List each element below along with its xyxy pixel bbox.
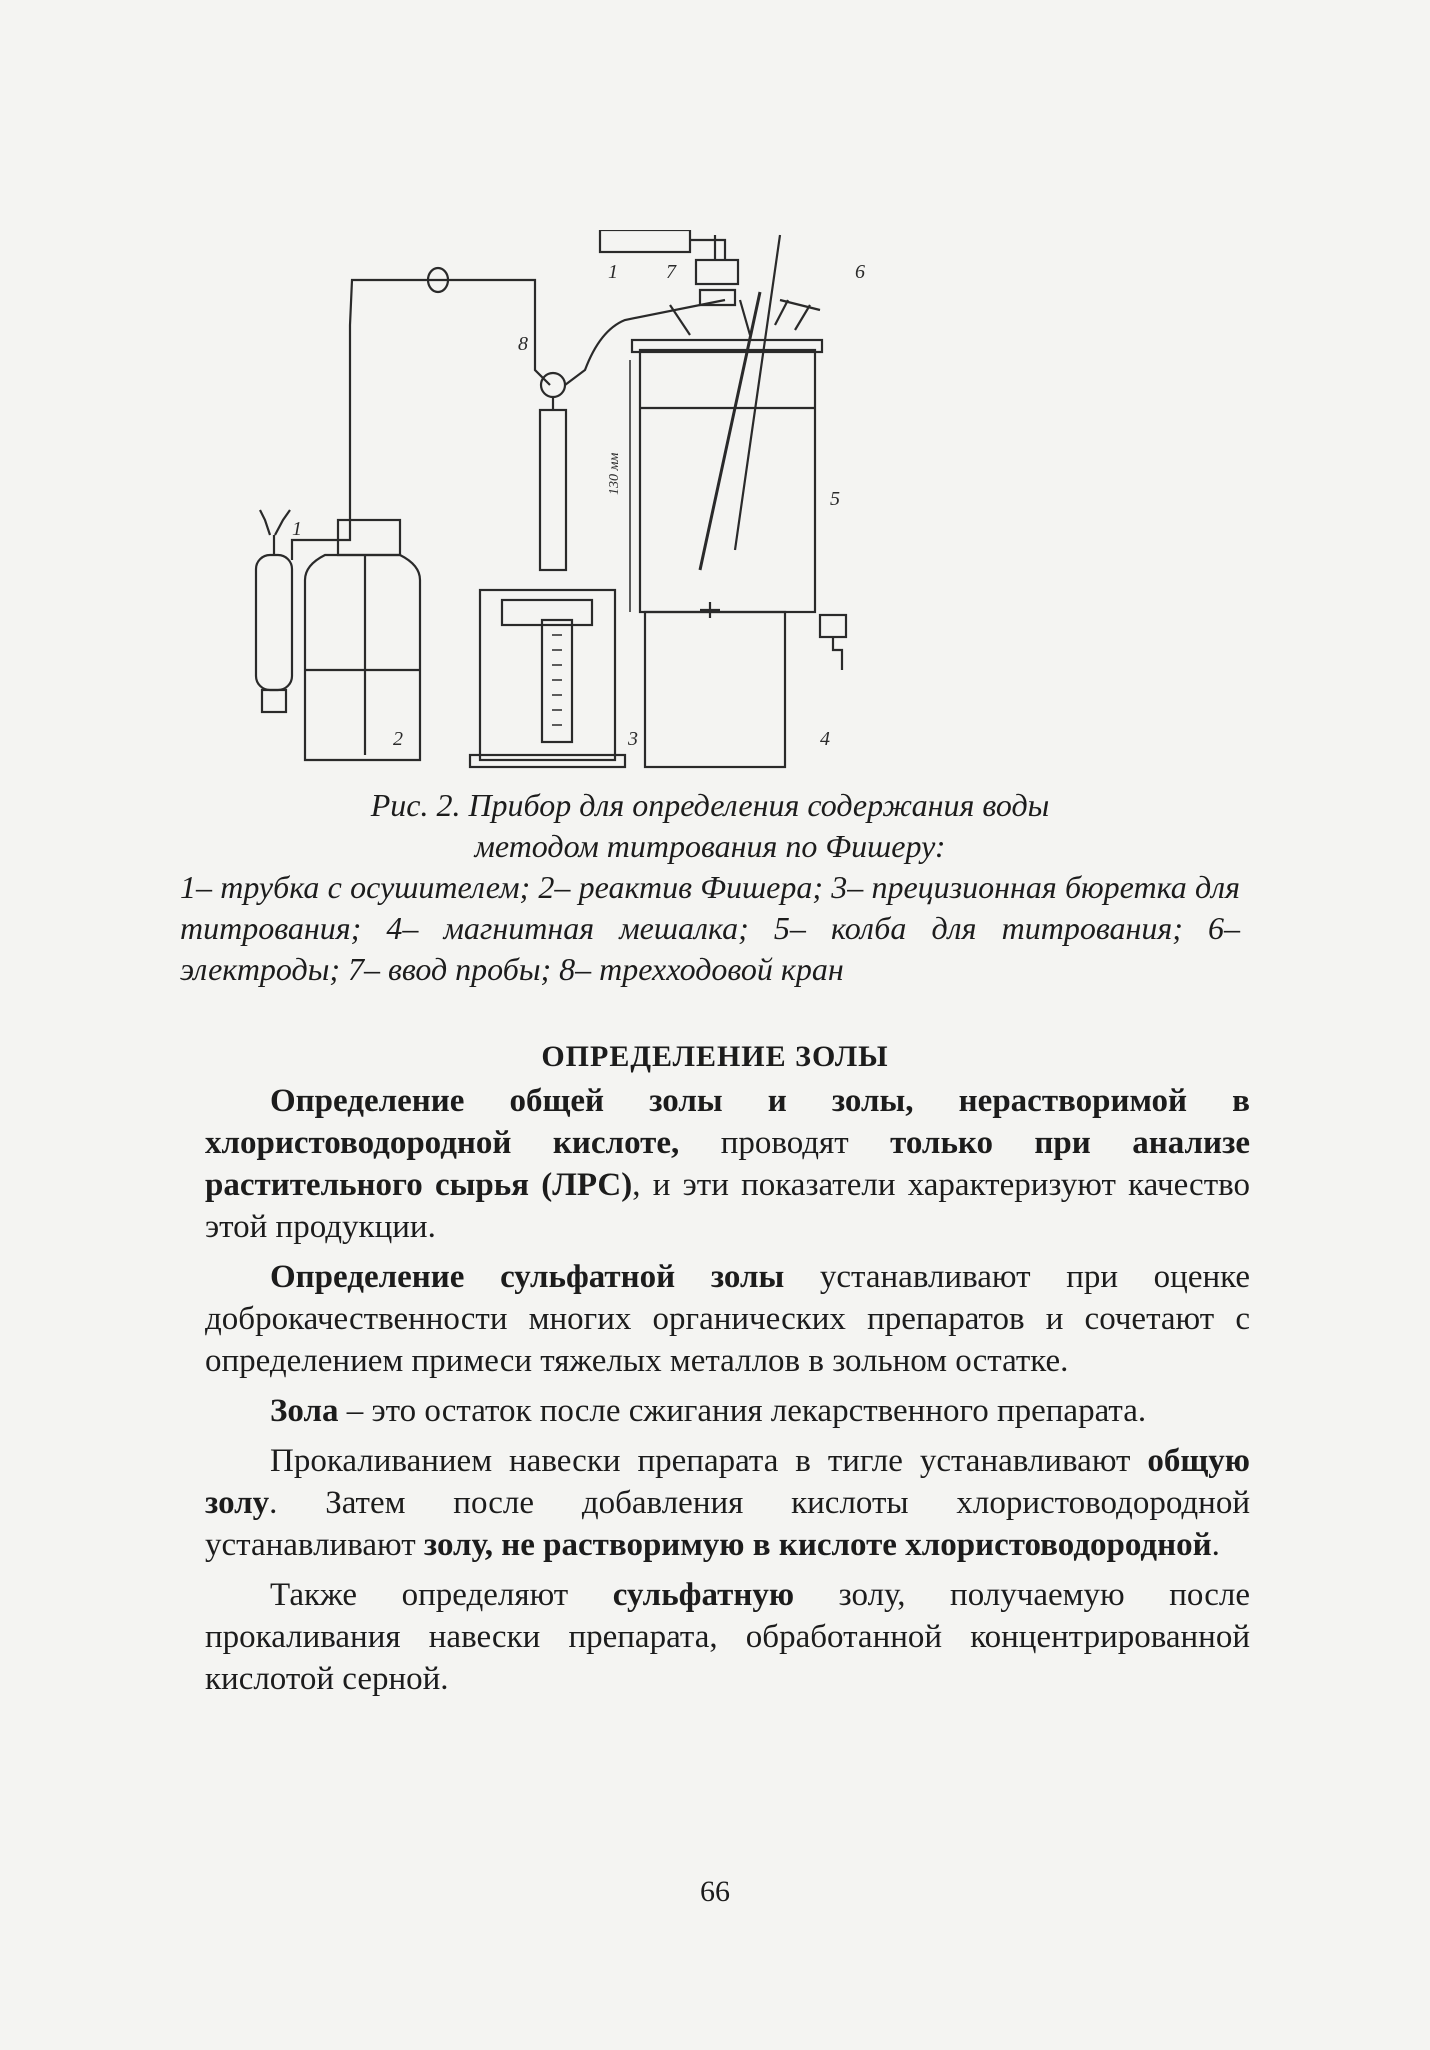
text-run: Прокаливанием навески препарата в тигле устанавливают xyxy=(270,1443,1148,1479)
page-number: 66 xyxy=(700,1875,730,1908)
section-heading: ОПРЕДЕЛЕНИЕ ЗОЛЫ xyxy=(541,1040,889,1073)
bold-text: только при анализе растительного сырья (ЛРС) xyxy=(205,1125,1250,1203)
text-run: золу, получаемую после прокаливания навески препарата, обработанной концентрированной кислотой серной. xyxy=(205,1577,1251,1697)
titration-vessel xyxy=(600,230,822,618)
label-5: 5 xyxy=(830,488,840,510)
paragraph-4 xyxy=(205,1440,1250,1566)
label-2: 2 xyxy=(393,728,403,750)
text-run: . xyxy=(1211,1527,1220,1563)
apparatus-figure xyxy=(180,230,1060,790)
body-text xyxy=(205,1080,1250,1708)
text-run: . Затем после добавления кислоты хлористоводородной устанавливают xyxy=(205,1485,1250,1563)
bold-text: сульфатную xyxy=(612,1577,795,1613)
bold-text: Зола xyxy=(270,1393,339,1429)
label-dimension: 130 мм xyxy=(607,452,622,495)
label-6: 6 xyxy=(855,261,865,283)
label-8: 8 xyxy=(518,333,528,355)
magnetic-stirrer xyxy=(645,612,846,767)
caption-title-line-1: Рис. 2. Прибор для определения содержания воды xyxy=(370,787,1050,823)
drying-tube xyxy=(256,510,292,712)
label-4: 4 xyxy=(820,728,830,750)
text-run: Также определяют xyxy=(270,1577,613,1613)
caption-legend: 1– трубка с осушителем; 2– реактив Фишера; 3– прецизионная бюретка для титрования; 4– магнитная мешалка; 5– колба для титрования; 6– электроды; 7– ввод пробы; 8– трехходовой кран xyxy=(180,869,1240,987)
bold-text: золу, не растворимую в кислоте хлористоводородной xyxy=(423,1527,1212,1563)
paragraph-2 xyxy=(205,1256,1250,1382)
paragraph-1 xyxy=(205,1080,1250,1248)
text-run: , и эти показатели характеризуют качество этой продукции. xyxy=(205,1167,1250,1245)
reagent-bottle xyxy=(292,268,550,760)
bold-text: Определение общей золы и золы, нерастворимой в хлористоводородной кислоте, xyxy=(205,1083,1250,1161)
text-run: – это остаток после сжигания лекарственного препарата. xyxy=(338,1393,1147,1429)
bold-text: общую золу xyxy=(205,1443,1250,1521)
figure-caption xyxy=(180,785,1240,990)
burette xyxy=(470,300,725,767)
text-run: устанавливают при оценке доброкачественности многих органических препаратов и сочетают с определением примеси тяжелых металлов в зольном остатке. xyxy=(205,1259,1251,1379)
paragraph-5 xyxy=(205,1574,1250,1700)
label-1-top: 1 xyxy=(608,261,618,283)
text-run: проводят xyxy=(679,1125,891,1161)
caption-title-line-2: методом титрования по Фишеру: xyxy=(474,828,946,864)
paragraph-3 xyxy=(205,1390,1250,1432)
label-7: 7 xyxy=(666,261,676,283)
label-3: 3 xyxy=(628,728,638,750)
label-1-left: 1 xyxy=(292,518,302,540)
bold-text: Определение сульфатной золы xyxy=(270,1259,785,1295)
